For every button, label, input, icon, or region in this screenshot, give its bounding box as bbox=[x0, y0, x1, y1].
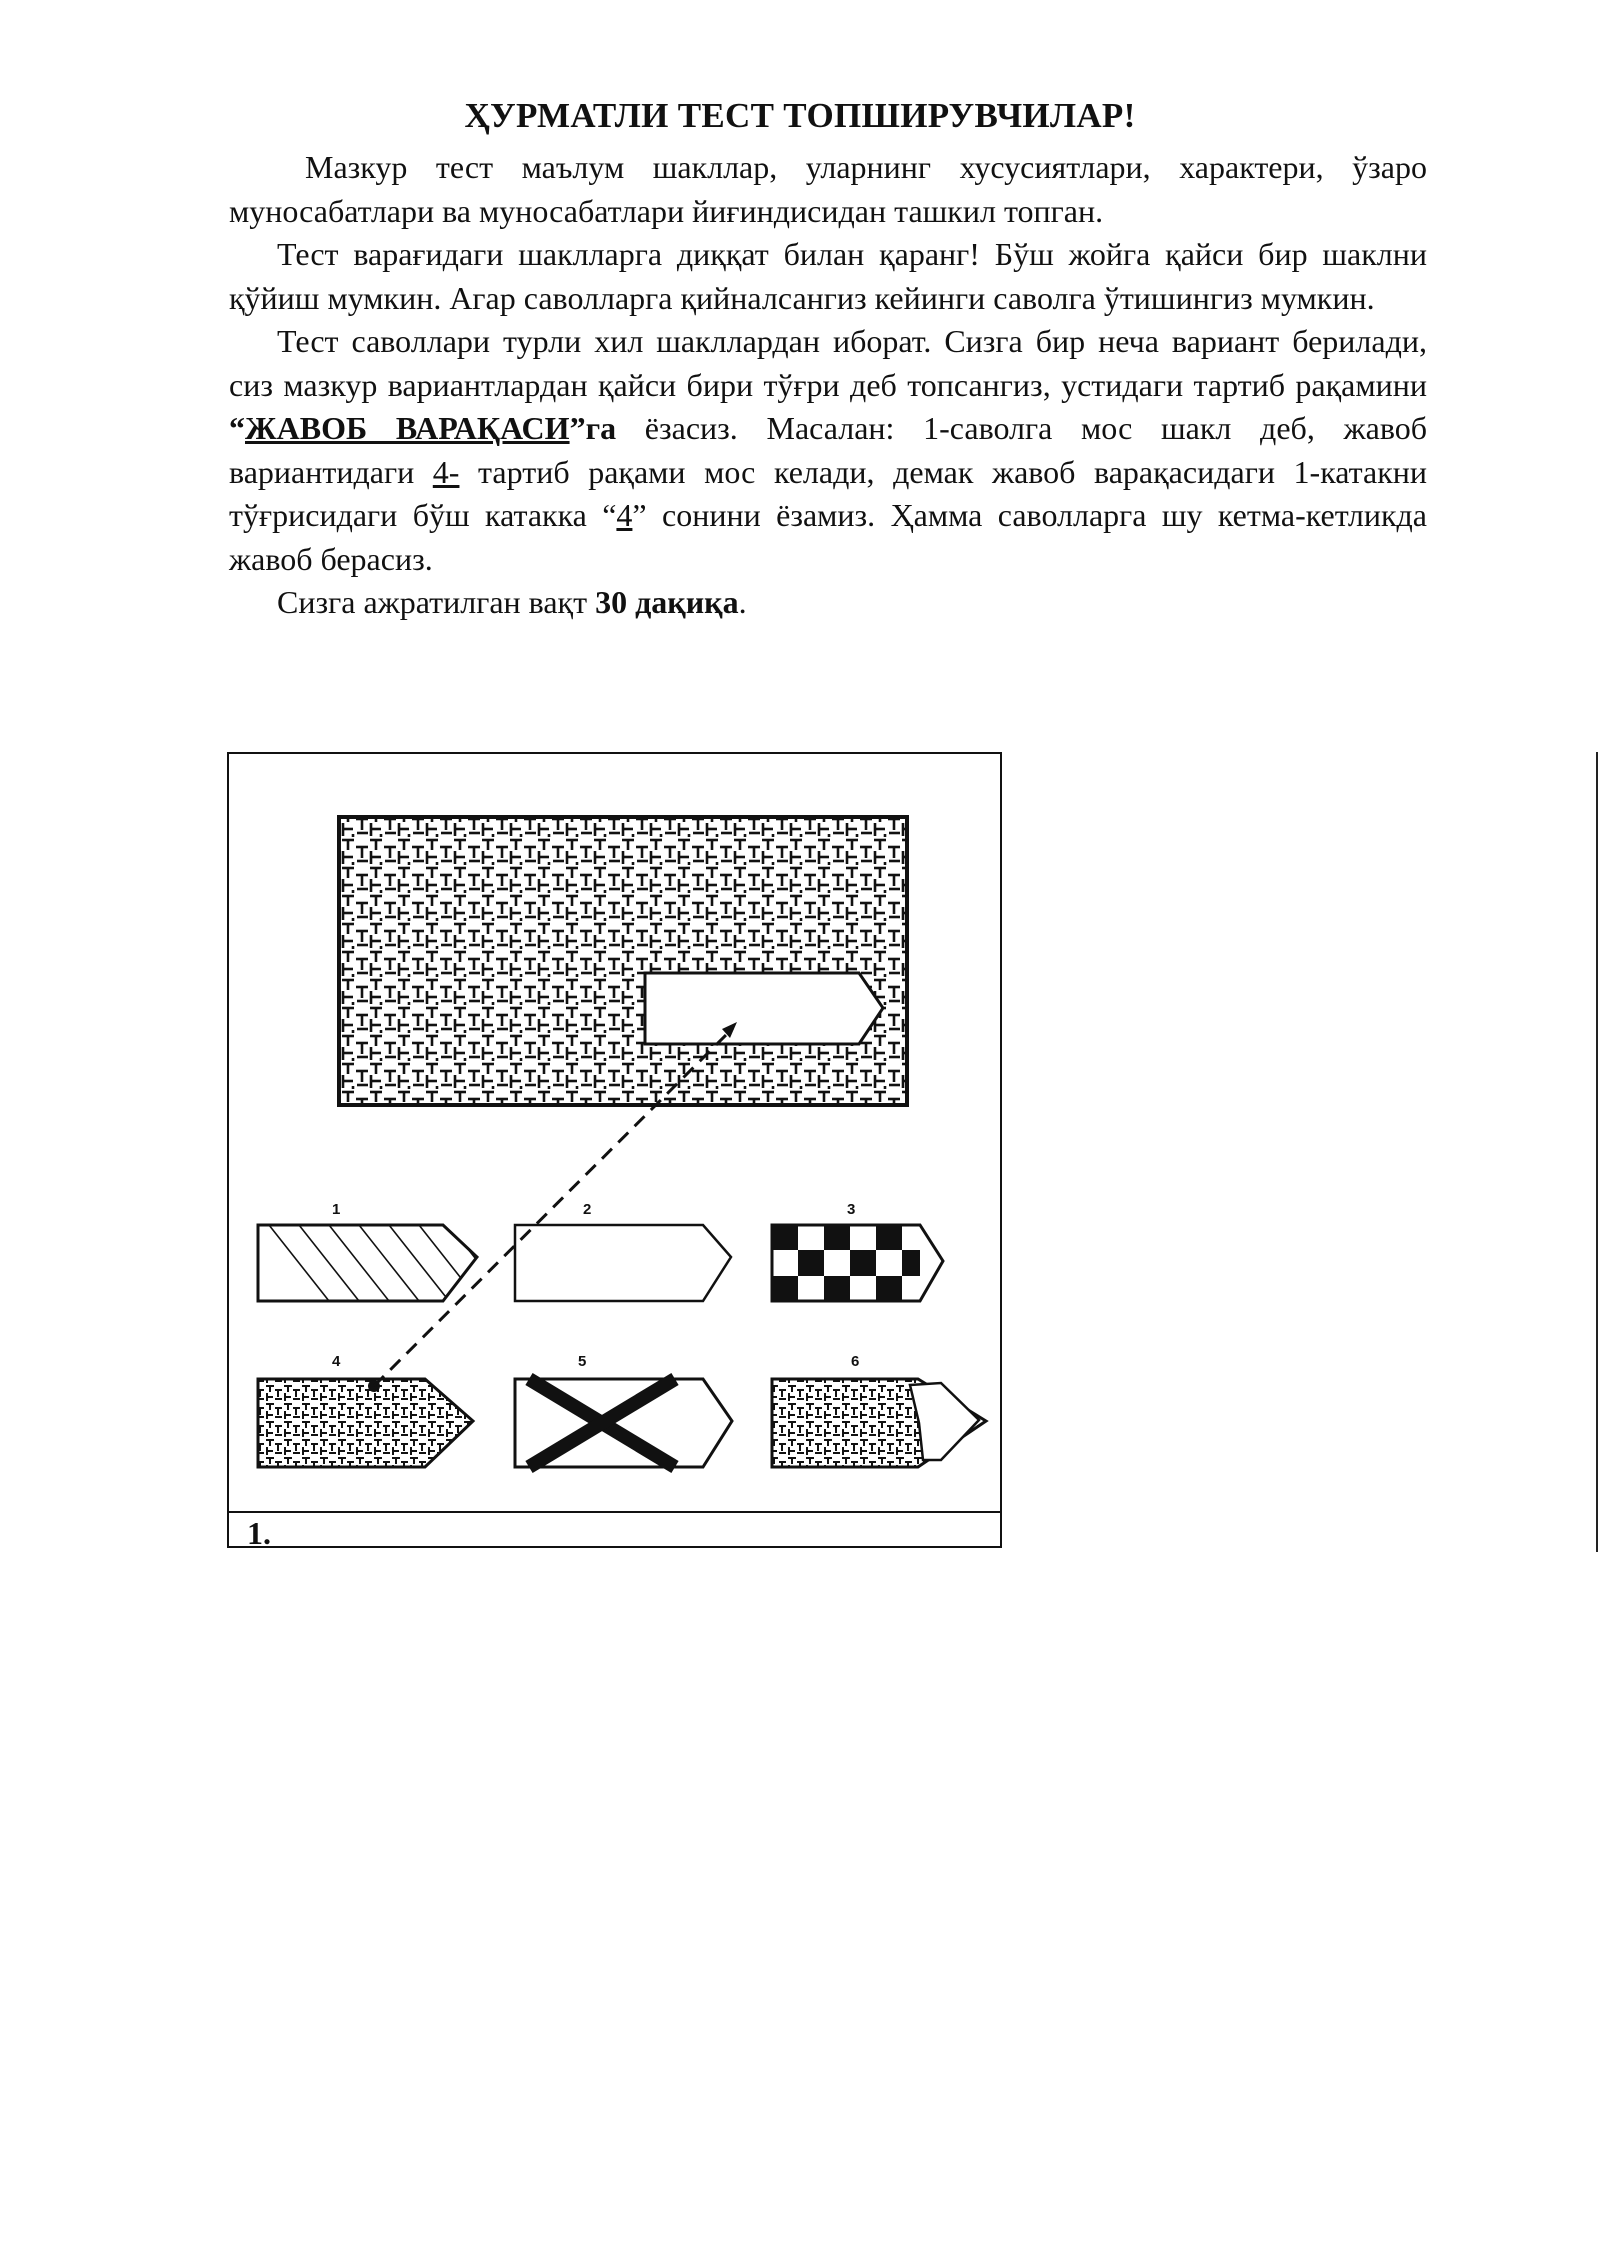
paragraph-3-text-4: ” сонини ёзамиз. Ҳамма саволларга шу кетма-кетликда жавоб берасиз. bbox=[229, 497, 1427, 577]
option-6-label: 6 bbox=[851, 1353, 860, 1370]
option-2-label: 2 bbox=[583, 1201, 592, 1218]
answer-sheet-underlined: ЖАВОБ ВАРАҚАСИ bbox=[245, 410, 570, 446]
page-title: ҲУРМАТЛИ ТЕСТ ТОПШИРУВЧИЛАР! bbox=[464, 96, 1136, 135]
paragraph-3-text-2: ёзасиз. Масалан: 1-саволга мос шакл деб, жавоб вариантидаги bbox=[229, 410, 1428, 490]
question-figure bbox=[227, 752, 1002, 1548]
time-value: 30 дақиқа bbox=[595, 584, 739, 620]
paragraph-3-text: Тест саволлари турли хил шакллардан иборат. Сизга бир неча вариант берилади, сиз мазкур вариантлардан қайси бири тўғри деб топсангиз, устидаги тартиб рақамини bbox=[229, 323, 1427, 403]
option-2-shape bbox=[515, 1225, 731, 1301]
answer-sheet-label bbox=[229, 410, 616, 446]
option-4-label: 4 bbox=[332, 1353, 341, 1370]
option-4-shape bbox=[258, 1379, 473, 1467]
answer-sheet-open-quote: “ bbox=[229, 410, 245, 446]
option-5-label: 5 bbox=[578, 1353, 587, 1370]
paragraph-3 bbox=[229, 320, 1427, 581]
main-pattern-rectangle bbox=[339, 817, 907, 1105]
paragraph-1: Мазкур тест маълум шакллар, уларнинг хусусиятлари, характери, ўзаро муносабатлари ва муносабатлари йиғиндисидан ташкил топган. bbox=[229, 149, 1427, 229]
option-6[interactable] bbox=[772, 1353, 986, 1467]
figure-drawing bbox=[229, 754, 1002, 1514]
option-1[interactable] bbox=[258, 1201, 509, 1301]
example-option-number: 4- bbox=[432, 453, 460, 490]
option-4[interactable] bbox=[258, 1353, 473, 1467]
instructions bbox=[229, 146, 1427, 625]
page-edge-line bbox=[1596, 752, 1598, 1552]
option-1-label: 1 bbox=[332, 1201, 341, 1218]
option-5[interactable] bbox=[515, 1353, 732, 1467]
paragraph-2: Тест варағидаги шаклларга диққат билан қаранг! Бўш жойга қайси бир шаклни қўйиш мумкин. Агар саволларга қийналсангиз кейинги саволга ўтишингиз мумкин. bbox=[229, 236, 1427, 316]
empty-slot bbox=[645, 973, 883, 1044]
paragraph-3-text-3: тартиб рақами мос келади, демак жавоб варақасидаги 1-катакни тўғрисидаги бўш катакка “ bbox=[229, 453, 1428, 533]
question-number: 1. bbox=[247, 1515, 271, 1548]
answer-row bbox=[229, 1511, 1000, 1548]
option-3-label: 3 bbox=[847, 1201, 856, 1218]
option-3[interactable] bbox=[772, 1201, 943, 1301]
main-figure bbox=[339, 817, 907, 1105]
option-2[interactable] bbox=[515, 1201, 731, 1301]
example-answer-digit: 4 bbox=[616, 497, 633, 533]
answer-sheet-close-quote: ”га bbox=[569, 410, 617, 446]
time-period: . bbox=[738, 584, 747, 620]
paragraph-4 bbox=[229, 581, 1427, 625]
time-text: Сизга ажратилган вақт bbox=[277, 584, 596, 620]
